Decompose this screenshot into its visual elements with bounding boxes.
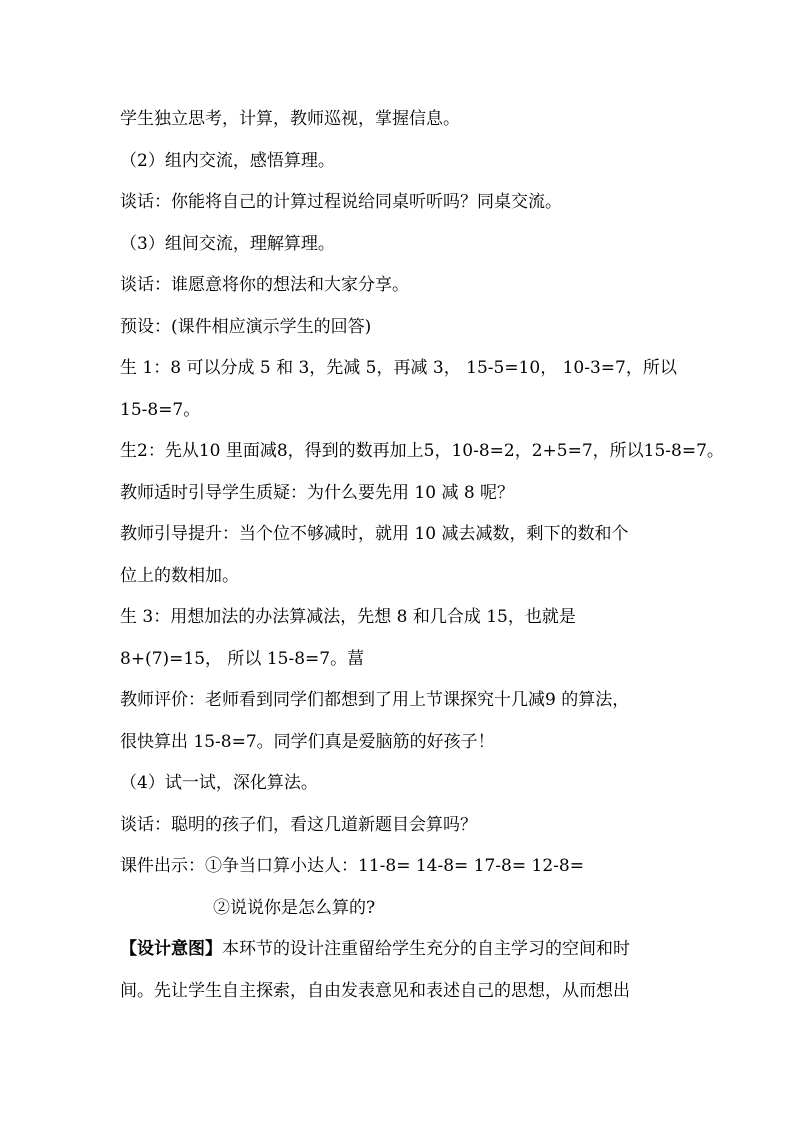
text-line: 生 1：8 可以分成 5 和 3，先减 5，再减 3， 15-5=10， 10-3=7，所以 (120, 358, 677, 378)
text-line: 生2：先从10 里面减8，得到的数再加上5，10-8=2，2+5=7，所以15-8=7。 (120, 441, 724, 461)
text-line: 学生独立思考，计算，教师巡视，掌握信息。 (120, 109, 460, 129)
text-line: 谈话：你能将自己的计算过程说给同桌听听吗？同桌交流。 (120, 192, 562, 212)
text-line: 教师引导提升：当个位不够减时，就用 10 减去减数，剩下的数和个 (120, 524, 629, 544)
text-line: 生 3：用想加法的办法算减法，先想 8 和几合成 15，也就是 (120, 607, 576, 627)
section-heading: （4）试一试，深化算法。 (120, 773, 318, 793)
text-line: 位上的数相加。 (120, 566, 239, 586)
text-line: 预设：(课件相应演示学生的回答) (120, 317, 372, 337)
text-line: ②说说你是怎么算的? (213, 898, 376, 918)
design-intent-line (120, 938, 680, 960)
section-heading: （2）组内交流，感悟算理。 (120, 151, 335, 171)
text-line: 教师评价：老师看到同学们都想到了用上节课探究十几减9 的算法， (120, 690, 630, 710)
text-line: 8+(7)=15， 所以 15-8=7。葍 (120, 649, 365, 669)
text-line: 间。先让学生自主探索，自由发表意见和表述自己的思想，从而想出 (120, 981, 630, 1001)
text-line: 教师适时引导学生质疑：为什么要先用 10 减 8 呢？ (120, 483, 515, 503)
section-heading: （3）组间交流，理解算理。 (120, 234, 335, 254)
text-line: 谈话：谁愿意将你的想法和大家分享。 (120, 275, 409, 295)
design-intent-label: 【设计意图】 (120, 939, 222, 959)
text-line: 课件出示：①争当口算小达人：11-8= 14-8= 17-8= 12-8= (120, 856, 584, 876)
text-line: 很快算出 15-8=7。同学们真是爱脑筋的好孩子！ (120, 732, 495, 752)
text-line: 15-8=7。 (120, 400, 201, 420)
design-intent-text: 本环节的设计注重留给学生充分的自主学习的空间和时 (222, 939, 630, 959)
text-line: 谈话：聪明的孩子们，看这几道新题目会算吗？ (120, 815, 477, 835)
